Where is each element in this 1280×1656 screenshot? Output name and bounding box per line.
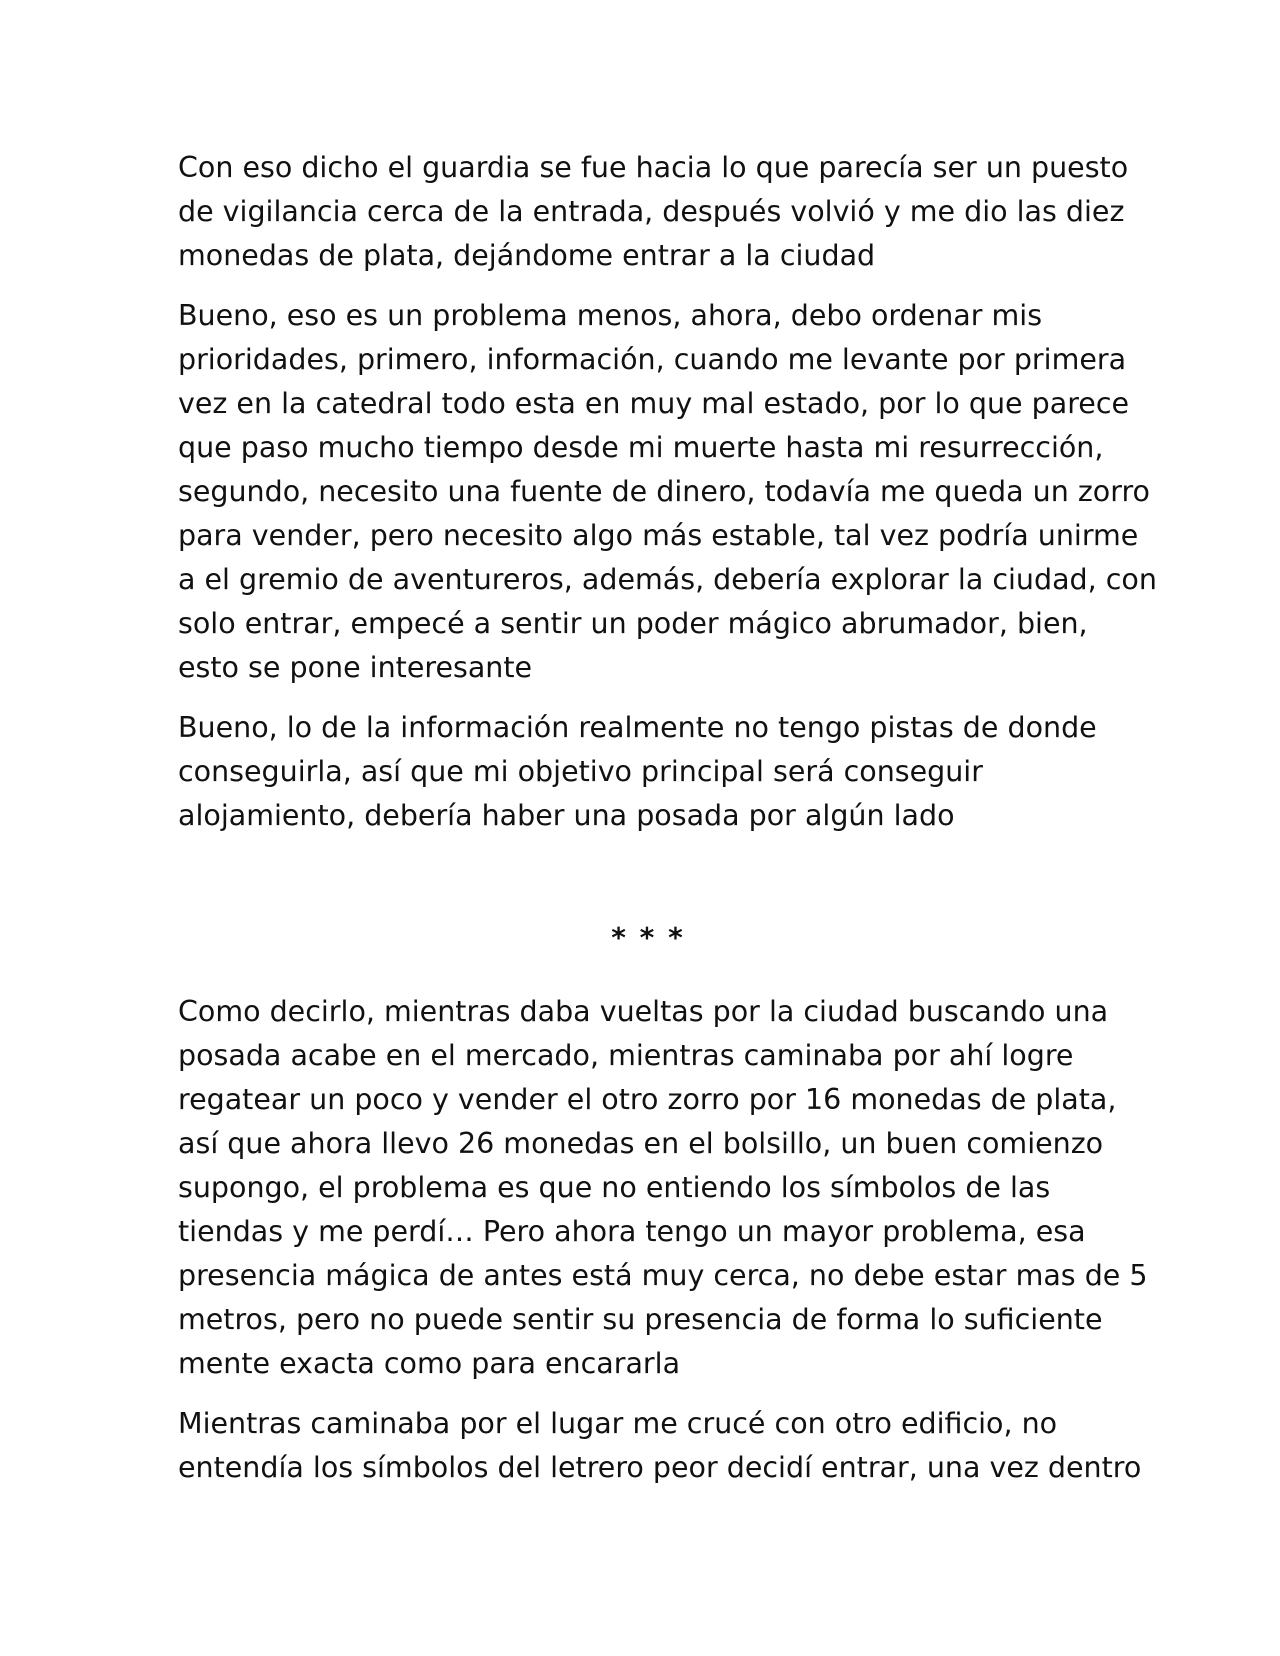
text-line: Bueno, eso es un problema menos, ahora, debo ordenar mis xyxy=(178,299,1043,332)
text-line: Como decirlo, mientras daba vueltas por la ciudad buscando una xyxy=(178,995,1109,1028)
text-line: entendía los símbolos del letrero peor decidí entrar, una vez dentro xyxy=(178,1451,1142,1484)
text-line: supongo, el problema es que no entiendo los símbolos de las xyxy=(178,1171,1051,1204)
text-line: Con eso dicho el guardia se fue hacia lo que parecía ser un puesto xyxy=(178,151,1129,184)
text-line: que paso mucho tiempo desde mi muerte hasta mi resurrección, xyxy=(178,431,1104,464)
text-line: así que ahora llevo 26 monedas en el bolsillo, un buen comienzo xyxy=(178,1127,1104,1160)
text-line: esto se pone interesante xyxy=(178,651,533,684)
text-line: metros, pero no puede sentir su presencia de forma lo suficiente xyxy=(178,1303,1103,1336)
text-line: prioridades, primero, información, cuando me levante por primera xyxy=(178,343,1127,376)
text-line: Mientras caminaba por el lugar me crucé con otro edificio, no xyxy=(178,1407,1058,1440)
text-line: mente exacta como para encararla xyxy=(178,1347,681,1380)
paragraph-4 xyxy=(178,990,1148,1386)
text-line: solo entrar, empecé a sentir un poder mágico abrumador, bien, xyxy=(178,607,1088,640)
text-line: Bueno, lo de la información realmente no tengo pistas de donde xyxy=(178,711,1097,744)
text-line: de vigilancia cerca de la entrada, después volvió y me dio las diez xyxy=(178,195,1125,228)
text-line: a el gremio de aventureros, además, debería explorar la ciudad, con xyxy=(178,563,1157,596)
text-line: segundo, necesito una fuente de dinero, todavía me queda un zorro xyxy=(178,475,1150,508)
text-line: posada acabe en el mercado, mientras caminaba por ahí logre xyxy=(178,1039,1074,1072)
text-line: monedas de plata, dejándome entrar a la ciudad xyxy=(178,239,876,272)
text-line: regatear un poco y vender el otro zorro por 16 monedas de plata, xyxy=(178,1083,1117,1116)
text-line: alojamiento, debería haber una posada por algún lado xyxy=(178,799,955,832)
scene-separator: * * * xyxy=(611,921,685,954)
text-line: conseguirla, así que mi objetivo principal será conseguir xyxy=(178,755,983,788)
paragraph-3 xyxy=(178,706,1118,838)
text-line: tiendas y me perdí… Pero ahora tengo un mayor problema, esa xyxy=(178,1215,1086,1248)
paragraph-2 xyxy=(178,294,1157,690)
text-line: presencia mágica de antes está muy cerca, no debe estar mas de 5 xyxy=(178,1259,1148,1292)
document-page xyxy=(178,146,1157,1506)
text-line: para vender, pero necesito algo más estable, tal vez podría unirme xyxy=(178,519,1139,552)
text-line: vez en la catedral todo esta en muy mal estado, por lo que parece xyxy=(178,387,1130,420)
paragraph-1 xyxy=(178,146,1129,278)
paragraph-5 xyxy=(178,1402,1142,1490)
